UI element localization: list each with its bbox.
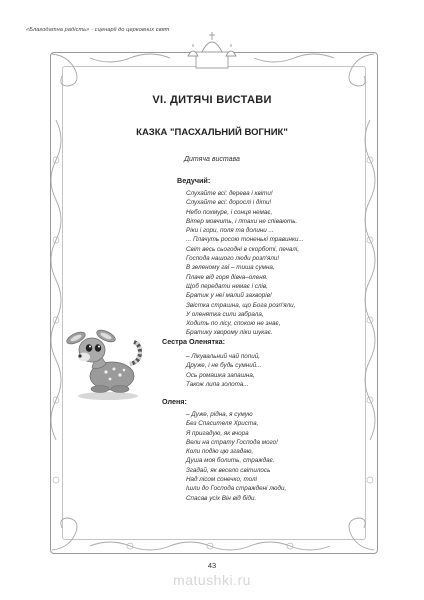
verse-line: Звістка страшна, що Бога розп'яли, (186, 301, 296, 309)
verse-line: Слухайте всі: дерева і квіти! (186, 190, 273, 197)
verse-line: Душа моя болить, страждає. (186, 457, 275, 465)
verse-line: Вітер мовчить, і птахи не співають. (186, 217, 298, 225)
verse-line: Небо похмуре, і сонця немає, (186, 208, 273, 216)
running-head: «Благодатна радість» · сценарії до церковних свят (26, 27, 170, 33)
verse-line: – Лікувальний чай попий, (186, 353, 260, 360)
verse-line: Щоб передати немає і слів, (186, 282, 268, 290)
verse-line: ... Плачуть росою тоненькі травинки... (186, 236, 304, 244)
fawn-icon (62, 312, 154, 404)
verse-line: Згадай, як весело світилось (186, 466, 271, 474)
watermark: matushki.ru (173, 572, 251, 588)
verse-line: Вели на страту Господа мого! (186, 438, 278, 446)
verse-line: Ішли до Господа страждені люди, (186, 485, 287, 493)
verse-line: У оленятка сили забрала, (186, 310, 264, 318)
verse-line: Слухайте всі: дорослі і діти! (186, 199, 272, 207)
verse-line: Ріки і гори, поля та долини ... (186, 227, 274, 235)
verse-line: Братик у неї малий захворів! (186, 292, 272, 300)
role-fawn-sister: Сестра Оленятка: (162, 337, 226, 346)
verse-line: Без Спасителя Христа, (186, 420, 259, 428)
verse-line: Також липа золота... (186, 380, 249, 388)
verse-line: Плаче від горя дівча–оленя. (186, 273, 268, 281)
verse-line: Господа нашого люди розп'яли! (186, 255, 280, 263)
verse-line: Ось ромашка запашна, (186, 371, 255, 379)
verse-line: Світ весь сьогодні в скорботі, печалі, (186, 245, 299, 253)
verse-line: Братику хворому ліки шукає. (186, 329, 273, 337)
verse-line: Над лісом сонечко, толі (186, 476, 257, 484)
section-title: VI. ДИТЯЧІ ВИСТАВИ (152, 94, 272, 106)
verse-fawn-sister (186, 352, 262, 389)
role-fawn: Оленя: (162, 397, 187, 406)
verse-line: Я пригадую, як вчора (186, 429, 249, 437)
verse-line: Друже, і не будь сумний... (186, 362, 262, 370)
verse-line: В зеленому гаї – тиша сумна, (186, 264, 275, 272)
verse-line: – Дуже, рідна, я сумую (186, 411, 253, 418)
verse-narrator (186, 189, 304, 338)
verse-line: Коли подію цю згадаю, (186, 448, 254, 456)
verse-fawn (186, 410, 286, 503)
page-number: 43 (207, 561, 217, 570)
church-domes-icon (188, 32, 236, 68)
verse-line: Спасав усіх Він від біди. (186, 494, 257, 502)
role-narrator: Ведучий: (177, 176, 211, 185)
play-subtitle: Дитяча вистава (184, 156, 240, 163)
verse-line: Ходить по лісу, спокою не знає, (186, 320, 281, 328)
play-title: КАЗКА "ПАСХАЛЬНИЙ ВОГНИК" (136, 127, 288, 138)
